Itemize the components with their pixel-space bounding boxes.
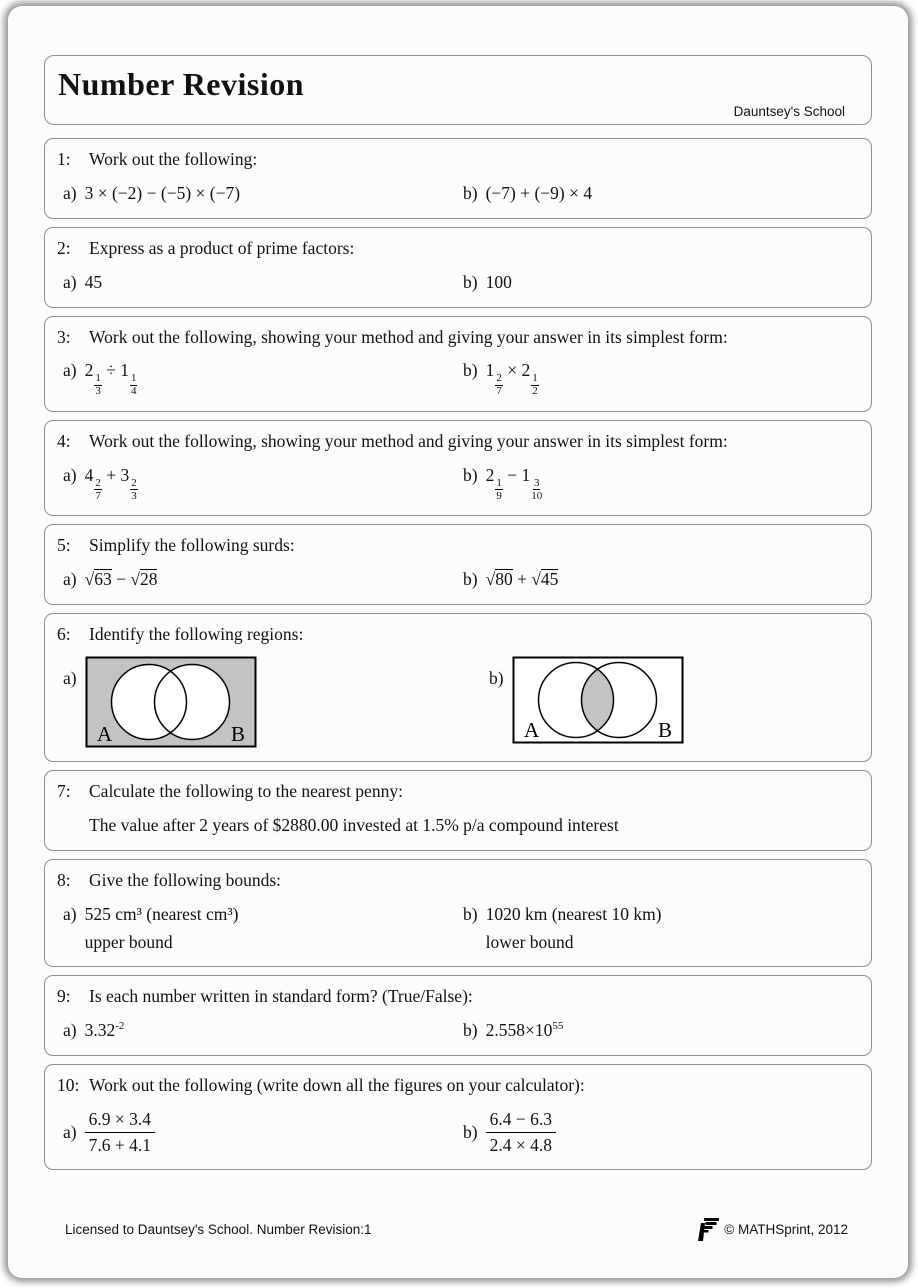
part-label: a): [63, 569, 77, 590]
part-a: [63, 656, 489, 748]
part-expression: 4 $\frac{2}{7}$ + 3 $\frac{2}{3}$: [84, 464, 137, 502]
question-parts: [57, 656, 857, 748]
part-b: [463, 569, 857, 591]
question-box-2: [44, 227, 872, 308]
venn-label-b: B: [230, 722, 245, 747]
question-heading: [57, 535, 857, 557]
part-label: b): [463, 360, 478, 381]
part-label: a): [63, 271, 77, 292]
part-label: a): [63, 668, 77, 689]
question-parts: [57, 904, 857, 954]
question-heading: [57, 431, 857, 453]
question-heading: [57, 781, 857, 803]
question-prompt: Simplify the following surds:: [89, 535, 295, 556]
venn-label-b: B: [657, 718, 672, 743]
part-expression: 3 × (−2) − (−5) × (−7): [84, 182, 241, 203]
worksheet-page: [8, 6, 908, 1278]
question-number: 8:: [57, 869, 71, 890]
question-box-6: [44, 613, 872, 762]
question-number: 6:: [57, 624, 71, 645]
worksheet-content: [44, 55, 872, 1178]
question-number: 2:: [57, 237, 71, 258]
part-a: [63, 569, 463, 591]
question-box-9: [44, 975, 872, 1056]
mathsprint-logo-icon: [696, 1216, 720, 1242]
question-number: 3:: [57, 326, 71, 347]
question-box-4: [44, 420, 872, 516]
question-number: 10:: [57, 1075, 80, 1096]
question-box-3: [44, 316, 872, 412]
question-heading: [57, 624, 857, 646]
question-parts: [57, 1020, 857, 1042]
question-box-5: [44, 524, 872, 605]
part-b: [463, 272, 857, 294]
question-number: 1:: [57, 149, 71, 169]
part-expression: 2 $\frac{1}{3}$ ÷ 1 $\frac{1}{4}$: [84, 360, 137, 398]
part-b: [463, 904, 857, 954]
part-b: [463, 183, 857, 205]
question-body: The value after 2 years of $2880.00 invested at 1.5% p/a compound interest: [89, 814, 619, 835]
part-label: b): [463, 271, 478, 292]
part-label: a): [63, 1121, 77, 1142]
part-expression: $\frac{6.9 \times 3.4}{7.6 + 4.1}$: [85, 1109, 155, 1156]
question-box-8: [44, 859, 872, 968]
part-line2: upper bound: [84, 931, 173, 952]
question-box-7: [44, 770, 872, 851]
question-parts: [57, 183, 857, 205]
question-box-10: [44, 1064, 872, 1170]
part-b: [463, 465, 857, 503]
part-a: [63, 360, 463, 398]
part-label: a): [63, 464, 77, 485]
question-prompt: Give the following bounds:: [89, 869, 281, 890]
part-line1: 525 cm³ (nearest cm³): [84, 903, 239, 924]
part-label: b): [463, 1121, 478, 1142]
question-heading: [57, 870, 857, 892]
question-parts: [57, 569, 857, 591]
question-prompt: Work out the following:: [89, 149, 258, 169]
part-expression: 45: [84, 271, 103, 292]
footer-credit: [696, 1216, 848, 1242]
title-box: [44, 55, 872, 125]
question-prompt: Work out the following, showing your method and giving your answer in its simplest form:: [89, 326, 728, 347]
page-footer: [65, 1216, 848, 1242]
part-text: [486, 904, 662, 954]
question-number: 7:: [57, 781, 71, 802]
question-number: 9:: [57, 986, 71, 1007]
question-parts: [57, 465, 857, 503]
part-label: b): [463, 903, 478, 924]
part-expression: √80 + √45: [485, 569, 559, 590]
part-b: [463, 1109, 857, 1156]
question-number: 4:: [57, 430, 71, 451]
question-parts: [57, 272, 857, 294]
footer-license: Licensed to Dauntsey's School. Number Revision:1: [65, 1221, 372, 1237]
question-heading: [57, 149, 857, 171]
part-label: a): [63, 360, 77, 381]
part-line2: lower bound: [485, 931, 574, 952]
part-a: [63, 272, 463, 294]
part-expression: (−7) + (−9) × 4: [485, 182, 593, 203]
part-a: [63, 904, 463, 954]
part-a: [63, 1020, 463, 1042]
question-heading: [57, 327, 857, 349]
part-b: [489, 656, 857, 748]
question-heading: [57, 1075, 857, 1097]
part-expression: $3.32^{-2}$: [84, 1020, 125, 1041]
part-expression: 1 $\frac{2}{7}$ × 2 $\frac{1}{2}$: [485, 360, 538, 398]
footer-credit-text: © MATHSprint, 2012: [724, 1221, 848, 1237]
part-a: [63, 1109, 463, 1156]
part-expression: $2.558\times 10^{55}$: [485, 1020, 564, 1041]
question-prompt: Express as a product of prime factors:: [89, 237, 355, 258]
part-label: b): [463, 569, 478, 590]
venn-label-a: A: [523, 718, 539, 743]
question-heading: [57, 238, 857, 260]
part-a: [63, 183, 463, 205]
question-prompt: Calculate the following to the nearest penny:: [89, 781, 403, 802]
venn-label-a: A: [96, 722, 112, 747]
part-label: b): [463, 182, 478, 203]
question-prompt: Is each number written in standard form? (True/False):: [89, 986, 473, 1007]
part-expression: $\frac{6.4 - 6.3}{2.4 \times 4.8}$: [486, 1109, 556, 1156]
part-expression: 100: [485, 271, 512, 292]
question-prompt: Work out the following, showing your method and giving your answer in its simplest form:: [89, 430, 728, 451]
question-prompt: Identify the following regions:: [89, 624, 304, 645]
part-line1: 1020 km (nearest 10 km): [485, 903, 662, 924]
part-label: b): [463, 1020, 478, 1041]
part-label: b): [463, 464, 478, 485]
question-parts: [57, 1109, 857, 1156]
part-b: [463, 360, 857, 398]
part-a: [63, 465, 463, 503]
venn-diagram-intersection-shaded: [512, 656, 684, 744]
question-prompt: Work out the following (write down all the figures on your calculator):: [89, 1075, 585, 1096]
part-label: a): [63, 1020, 77, 1041]
school-name: Dauntsey's School: [733, 104, 845, 119]
part-label: b): [489, 668, 504, 689]
question-heading: [57, 986, 857, 1008]
part-text: [85, 904, 239, 954]
part-expression: √63 − √28: [84, 569, 158, 590]
part-expression: 2 $\frac{1}{9}$ − 1 $\frac{3}{10}$: [485, 464, 543, 502]
question-parts: [57, 360, 857, 398]
question-number: 5:: [57, 535, 71, 556]
part-label: a): [63, 903, 77, 924]
part-label: a): [63, 182, 77, 203]
venn-diagram-outside-shaded: [85, 656, 257, 748]
page-title: Number Revision: [58, 66, 305, 102]
question-box-1: [44, 138, 872, 219]
part-b: [463, 1020, 857, 1042]
